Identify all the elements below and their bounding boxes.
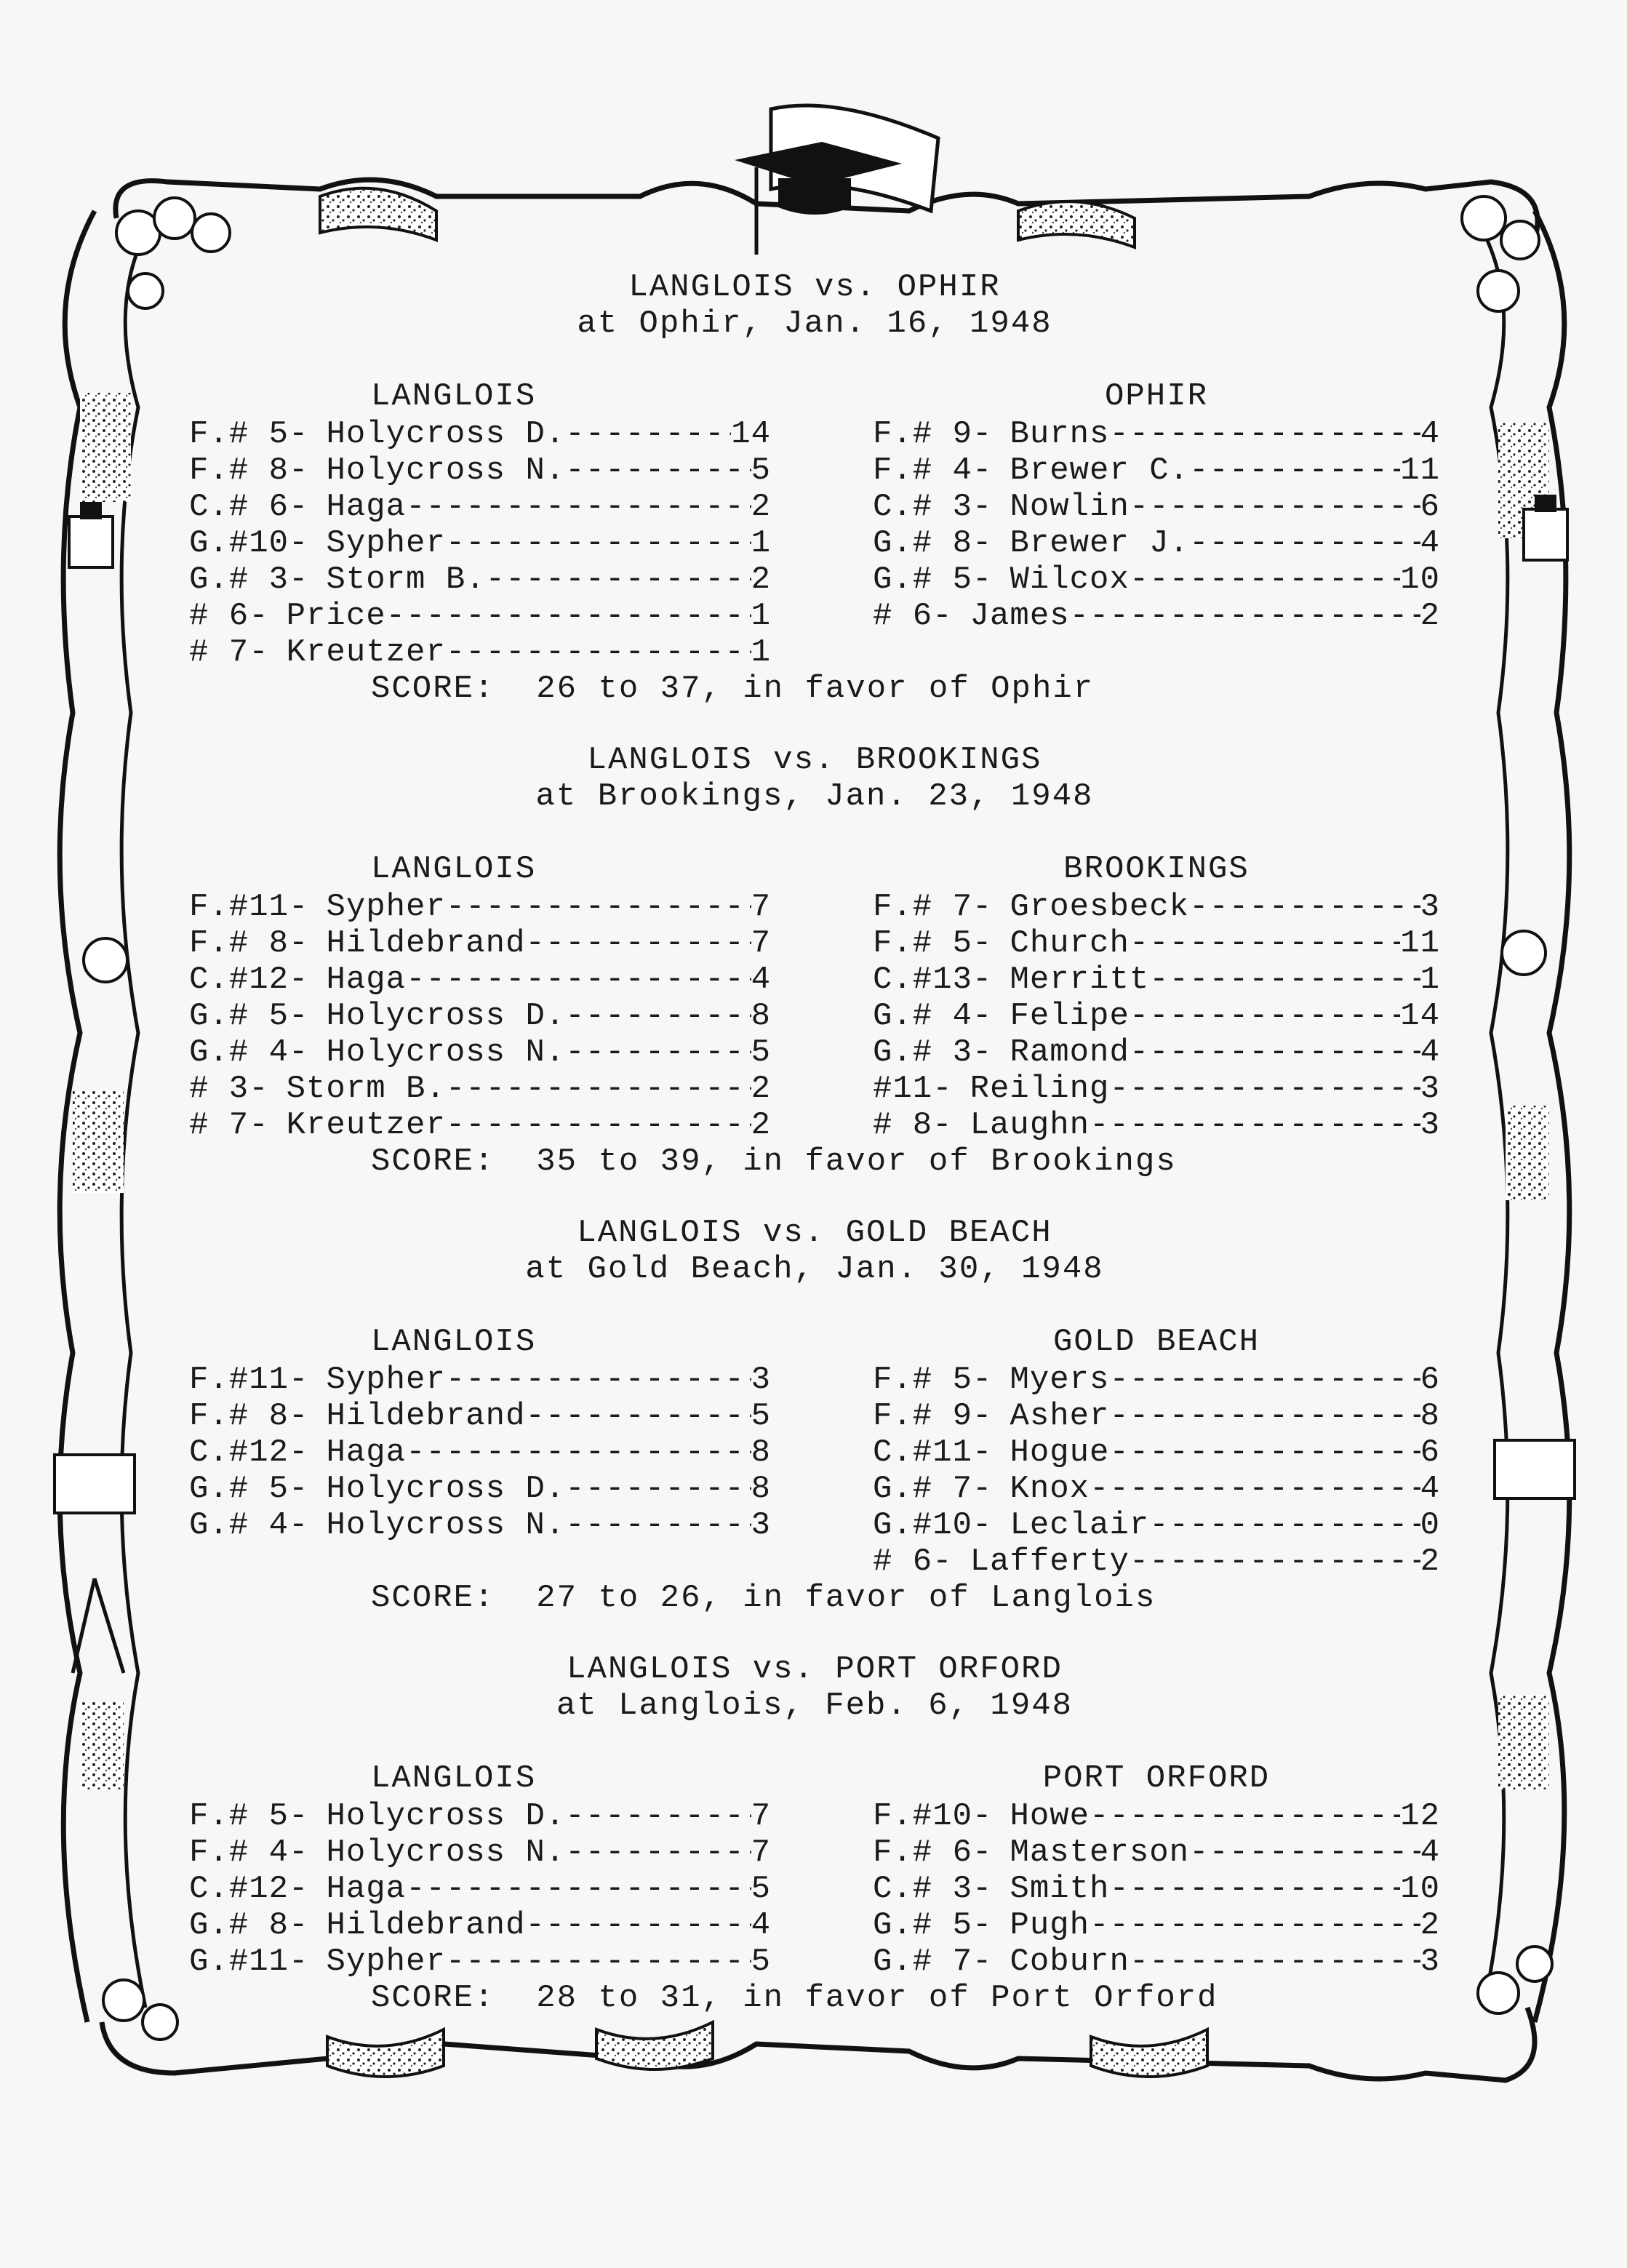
- player-row: [873, 998, 1440, 1034]
- player-points: 11: [1400, 925, 1440, 962]
- dot-leader: [1109, 416, 1420, 452]
- player-position-number: F.# 4-: [189, 1834, 309, 1871]
- player-row: [873, 1034, 1440, 1071]
- player-row: [189, 1471, 771, 1507]
- dot-leader: [446, 634, 751, 671]
- player-points: 3: [751, 1507, 771, 1544]
- player-points: 1: [751, 634, 771, 671]
- player-name: Leclair: [1010, 1507, 1150, 1544]
- player-row: [873, 1398, 1440, 1434]
- player-name: Sypher: [326, 889, 446, 925]
- player-position-number: F.# 9-: [873, 1398, 993, 1434]
- player-position-number: C.#13-: [873, 962, 993, 998]
- player-name: Groesbeck: [1010, 889, 1190, 925]
- dot-leader: [406, 962, 751, 998]
- player-position-number: G.# 8-: [189, 1907, 309, 1944]
- player-points: 5: [751, 1034, 771, 1071]
- dot-leader: [1149, 1507, 1420, 1544]
- player-row: [873, 452, 1440, 489]
- player-row: [873, 416, 1440, 452]
- player-name: Smith: [1010, 1871, 1110, 1907]
- player-row: [873, 1071, 1440, 1107]
- player-row: [873, 1798, 1440, 1834]
- dot-leader: [406, 489, 751, 525]
- player-position-number: G.# 7-: [873, 1471, 993, 1507]
- final-score: SCORE: 27 to 26, in favor of Langlois: [371, 1580, 1156, 1616]
- player-row: [189, 562, 771, 598]
- player-row: [189, 962, 771, 998]
- player-position-number: G.# 5-: [873, 1907, 993, 1944]
- dot-leader: [565, 452, 751, 489]
- player-position-number: F.# 5-: [189, 416, 309, 452]
- player-points: 11: [1400, 452, 1440, 489]
- player-points: 7: [751, 889, 771, 925]
- player-position-number: G.# 4-: [873, 998, 993, 1034]
- player-name: Hildebrand: [326, 1907, 526, 1944]
- player-row: [873, 1507, 1440, 1544]
- final-score: SCORE: 26 to 37, in favor of Ophir: [371, 671, 1095, 707]
- player-position-number: F.# 6-: [873, 1834, 993, 1871]
- team-name: PORT ORFORD: [1042, 1760, 1271, 1797]
- player-row: [873, 525, 1440, 562]
- dot-leader: [1130, 998, 1400, 1034]
- player-points: 4: [1420, 1034, 1440, 1071]
- dot-leader: [1130, 1944, 1420, 1980]
- player-name: Lafferty: [970, 1544, 1130, 1580]
- player-points: 0: [1420, 1507, 1440, 1544]
- player-row: [189, 1434, 771, 1471]
- player-name: Kreutzer: [286, 1107, 446, 1143]
- dot-leader: [1090, 1907, 1420, 1944]
- player-position-number: G.# 4-: [189, 1507, 309, 1544]
- player-position-number: G.# 3-: [189, 562, 309, 598]
- game-block: [189, 742, 1440, 1180]
- home-team-column: [189, 378, 771, 671]
- player-row: [189, 1834, 771, 1871]
- home-team-column: [189, 851, 771, 1143]
- player-position-number: # 6-: [189, 598, 269, 634]
- dot-leader: [1109, 1362, 1420, 1398]
- player-points: 6: [1420, 1362, 1440, 1398]
- player-points: 1: [751, 525, 771, 562]
- team-lineups: [189, 1760, 1440, 1980]
- player-position-number: #11-: [873, 1071, 953, 1107]
- dot-leader: [1130, 925, 1400, 962]
- player-points: 6: [1420, 1434, 1440, 1471]
- player-row: [873, 489, 1440, 525]
- player-row: [873, 962, 1440, 998]
- away-team-column: [873, 378, 1440, 671]
- dot-leader: [1109, 1071, 1420, 1107]
- game-location-date: at Ophir, Jan. 16, 1948: [577, 306, 1052, 342]
- player-points: 10: [1400, 562, 1440, 598]
- player-points: 3: [1420, 889, 1440, 925]
- player-position-number: G.# 5-: [873, 562, 993, 598]
- player-name: Brewer J.: [1010, 525, 1190, 562]
- team-name: LANGLOIS: [371, 1324, 537, 1360]
- player-name: Merritt: [1010, 962, 1150, 998]
- player-name: Hildebrand: [326, 925, 526, 962]
- dot-leader: [1109, 1398, 1420, 1434]
- game-location-date: at Brookings, Jan. 23, 1948: [535, 778, 1094, 815]
- player-row: [873, 1834, 1440, 1871]
- dot-leader: [1130, 489, 1420, 525]
- dot-leader: [1130, 562, 1400, 598]
- player-name: Holycross N.: [326, 1034, 566, 1071]
- player-position-number: G.# 5-: [189, 998, 309, 1034]
- player-position-number: F.#11-: [189, 1362, 309, 1398]
- player-points: 1: [1420, 962, 1440, 998]
- player-points: 2: [751, 562, 771, 598]
- player-position-number: F.#11-: [189, 889, 309, 925]
- player-position-number: G.#10-: [873, 1507, 993, 1544]
- team-lineups: [189, 378, 1440, 671]
- player-name: Hildebrand: [326, 1398, 526, 1434]
- final-score: SCORE: 35 to 39, in favor of Brookings: [371, 1143, 1177, 1180]
- dot-leader: [565, 1798, 751, 1834]
- player-points: 5: [751, 1398, 771, 1434]
- final-score: SCORE: 28 to 31, in favor of Port Orford: [371, 1980, 1218, 2016]
- player-points: 14: [731, 416, 771, 452]
- player-row: [873, 1362, 1440, 1398]
- player-points: 7: [751, 925, 771, 962]
- player-points: 3: [1420, 1944, 1440, 1980]
- player-position-number: C.#12-: [189, 962, 309, 998]
- game-title: LANGLOIS vs. OPHIR: [628, 269, 1001, 306]
- player-row: [189, 525, 771, 562]
- player-row: [873, 1471, 1440, 1507]
- player-name: Burns: [1010, 416, 1110, 452]
- player-row: [189, 1871, 771, 1907]
- player-position-number: G.# 7-: [873, 1944, 993, 1980]
- player-position-number: F.# 7-: [873, 889, 993, 925]
- player-points: 5: [751, 1944, 771, 1980]
- player-name: Storm B.: [286, 1071, 446, 1107]
- dot-leader: [446, 1944, 751, 1980]
- player-position-number: F.# 5-: [873, 1362, 993, 1398]
- player-position-number: G.# 5-: [189, 1471, 309, 1507]
- player-row: [189, 998, 771, 1034]
- away-team-column: [873, 851, 1440, 1143]
- player-points: 1: [751, 598, 771, 634]
- player-row: [189, 452, 771, 489]
- player-position-number: G.# 8-: [873, 525, 993, 562]
- player-row: [189, 1107, 771, 1143]
- player-position-number: # 8-: [873, 1107, 953, 1143]
- dot-leader: [565, 1034, 751, 1071]
- dot-leader: [1130, 1034, 1420, 1071]
- player-name: Knox: [1010, 1471, 1090, 1507]
- player-points: 3: [751, 1362, 771, 1398]
- dot-leader: [446, 1071, 751, 1107]
- dot-leader: [1070, 598, 1420, 634]
- player-name: Holycross D.: [326, 998, 566, 1034]
- player-row: [189, 1362, 771, 1398]
- player-position-number: F.# 5-: [189, 1798, 309, 1834]
- game-location-date: at Langlois, Feb. 6, 1948: [556, 1688, 1074, 1724]
- player-position-number: F.# 5-: [873, 925, 993, 962]
- player-points: 4: [1420, 1834, 1440, 1871]
- player-position-number: G.# 3-: [873, 1034, 993, 1071]
- team-name: LANGLOIS: [371, 851, 537, 887]
- player-row: [873, 1544, 1440, 1580]
- game-block: [189, 269, 1440, 707]
- game-block: [189, 1215, 1440, 1616]
- player-points: 5: [751, 452, 771, 489]
- player-name: James: [970, 598, 1070, 634]
- dot-leader: [565, 416, 731, 452]
- dot-leader: [1189, 1834, 1420, 1871]
- dot-leader: [446, 889, 751, 925]
- dot-leader: [1090, 1107, 1420, 1143]
- player-name: Holycross D.: [326, 1798, 566, 1834]
- dot-leader: [1149, 962, 1420, 998]
- game-block: [189, 1651, 1440, 2016]
- player-row: [873, 1944, 1440, 1980]
- player-points: 2: [751, 1071, 771, 1107]
- player-name: Hogue: [1010, 1434, 1110, 1471]
- player-points: 2: [1420, 598, 1440, 634]
- player-row: [873, 598, 1440, 634]
- dot-leader: [1189, 525, 1420, 562]
- player-name: Howe: [1010, 1798, 1090, 1834]
- player-name: Nowlin: [1010, 489, 1130, 525]
- player-position-number: G.#10-: [189, 525, 309, 562]
- player-points: 6: [1420, 489, 1440, 525]
- player-row: [189, 1944, 771, 1980]
- player-position-number: C.#11-: [873, 1434, 993, 1471]
- player-points: 2: [1420, 1907, 1440, 1944]
- team-name: LANGLOIS: [371, 378, 537, 415]
- player-position-number: C.#12-: [189, 1434, 309, 1471]
- player-points: 8: [751, 1471, 771, 1507]
- player-name: Holycross N.: [326, 452, 566, 489]
- game-title: LANGLOIS vs. GOLD BEACH: [577, 1215, 1052, 1251]
- dot-leader: [565, 1507, 751, 1544]
- player-points: 3: [1420, 1071, 1440, 1107]
- player-row: [873, 1434, 1440, 1471]
- player-position-number: # 3-: [189, 1071, 269, 1107]
- player-row: [873, 562, 1440, 598]
- dot-leader: [1189, 889, 1420, 925]
- player-name: Sypher: [326, 1944, 446, 1980]
- home-team-column: [189, 1760, 771, 1980]
- player-points: 4: [751, 1907, 771, 1944]
- player-position-number: F.# 4-: [873, 452, 993, 489]
- player-points: 8: [1420, 1398, 1440, 1434]
- dot-leader: [525, 925, 751, 962]
- player-name: Haga: [326, 1871, 407, 1907]
- player-position-number: F.# 8-: [189, 925, 309, 962]
- player-name: Haga: [326, 962, 407, 998]
- player-row: [189, 416, 771, 452]
- player-position-number: C.# 3-: [873, 1871, 993, 1907]
- dot-leader: [525, 1398, 751, 1434]
- player-points: 2: [751, 489, 771, 525]
- player-name: Myers: [1010, 1362, 1110, 1398]
- player-points: 5: [751, 1871, 771, 1907]
- dot-leader: [486, 562, 751, 598]
- player-position-number: # 6-: [873, 598, 953, 634]
- player-position-number: # 7-: [189, 634, 269, 671]
- away-team-column: [873, 1760, 1440, 1980]
- player-points: 7: [751, 1834, 771, 1871]
- player-position-number: F.# 9-: [873, 416, 993, 452]
- player-name: Felipe: [1010, 998, 1130, 1034]
- player-row: [873, 1107, 1440, 1143]
- team-name: GOLD BEACH: [1052, 1324, 1260, 1360]
- dot-leader: [1189, 452, 1400, 489]
- player-name: Sypher: [326, 525, 446, 562]
- player-position-number: # 7-: [189, 1107, 269, 1143]
- player-position-number: C.# 3-: [873, 489, 993, 525]
- game-title: LANGLOIS vs. BROOKINGS: [587, 742, 1042, 778]
- player-name: Haga: [326, 1434, 407, 1471]
- player-position-number: F.# 8-: [189, 452, 309, 489]
- player-row: [189, 1507, 771, 1544]
- player-name: Laughn: [970, 1107, 1090, 1143]
- player-position-number: C.#12-: [189, 1871, 309, 1907]
- dot-leader: [446, 1107, 751, 1143]
- player-row: [873, 889, 1440, 925]
- team-name: LANGLOIS: [371, 1760, 537, 1797]
- player-position-number: G.# 4-: [189, 1034, 309, 1071]
- player-name: Brewer C.: [1010, 452, 1190, 489]
- player-row: [189, 634, 771, 671]
- dot-leader: [1130, 1544, 1420, 1580]
- player-points: 4: [1420, 525, 1440, 562]
- player-position-number: F.# 8-: [189, 1398, 309, 1434]
- player-row: [873, 1907, 1440, 1944]
- player-name: Pugh: [1010, 1907, 1090, 1944]
- player-position-number: F.#10-: [873, 1798, 993, 1834]
- dot-leader: [1109, 1434, 1420, 1471]
- player-points: 7: [751, 1798, 771, 1834]
- player-name: Price: [286, 598, 386, 634]
- home-team-column: [189, 1324, 771, 1580]
- dot-leader: [1090, 1798, 1400, 1834]
- player-points: 8: [751, 1434, 771, 1471]
- player-row: [189, 1398, 771, 1434]
- player-name: Kreutzer: [286, 634, 446, 671]
- game-title: LANGLOIS vs. PORT ORFORD: [567, 1651, 1063, 1688]
- player-row: [189, 1907, 771, 1944]
- dot-leader: [446, 525, 751, 562]
- dot-leader: [406, 1871, 751, 1907]
- dot-leader: [386, 598, 751, 634]
- player-position-number: C.# 6-: [189, 489, 309, 525]
- player-name: Asher: [1010, 1398, 1110, 1434]
- player-name: Masterson: [1010, 1834, 1190, 1871]
- player-name: Holycross N.: [326, 1834, 566, 1871]
- player-points: 4: [1420, 416, 1440, 452]
- player-name: Reiling: [970, 1071, 1110, 1107]
- player-row: [189, 1798, 771, 1834]
- player-row: [873, 1871, 1440, 1907]
- dot-leader: [406, 1434, 751, 1471]
- player-points: 2: [1420, 1544, 1440, 1580]
- dot-leader: [1090, 1471, 1420, 1507]
- player-points: 12: [1400, 1798, 1440, 1834]
- player-row: [189, 1034, 771, 1071]
- player-name: Sypher: [326, 1362, 446, 1398]
- player-row: [873, 925, 1440, 962]
- dot-leader: [525, 1907, 751, 1944]
- player-row: [189, 889, 771, 925]
- player-points: 4: [1420, 1471, 1440, 1507]
- player-points: 2: [751, 1107, 771, 1143]
- game-location-date: at Gold Beach, Jan. 30, 1948: [525, 1251, 1104, 1287]
- player-name: Storm B.: [326, 562, 486, 598]
- player-points: 10: [1400, 1871, 1440, 1907]
- player-points: 4: [751, 962, 771, 998]
- player-row: [189, 925, 771, 962]
- player-points: 3: [1420, 1107, 1440, 1143]
- player-row: [189, 598, 771, 634]
- dot-leader: [446, 1362, 751, 1398]
- team-name: BROOKINGS: [1063, 851, 1250, 887]
- player-points: 14: [1400, 998, 1440, 1034]
- player-name: Wilcox: [1010, 562, 1130, 598]
- dot-leader: [565, 998, 751, 1034]
- player-position-number: # 6-: [873, 1544, 953, 1580]
- team-lineups: [189, 851, 1440, 1143]
- player-name: Holycross D.: [326, 1471, 566, 1507]
- player-row: [189, 489, 771, 525]
- player-name: Holycross D.: [326, 416, 566, 452]
- player-name: Coburn: [1010, 1944, 1130, 1980]
- player-row: [189, 1071, 771, 1107]
- team-lineups: [189, 1324, 1440, 1580]
- away-team-column: [873, 1324, 1440, 1580]
- player-name: Church: [1010, 925, 1130, 962]
- player-points: 8: [751, 998, 771, 1034]
- dot-leader: [1109, 1871, 1400, 1907]
- player-position-number: G.#11-: [189, 1944, 309, 1980]
- player-name: Ramond: [1010, 1034, 1130, 1071]
- player-name: Haga: [326, 489, 407, 525]
- player-name: Holycross N.: [326, 1507, 566, 1544]
- dot-leader: [565, 1834, 751, 1871]
- dot-leader: [565, 1471, 751, 1507]
- team-name: OPHIR: [1104, 378, 1209, 415]
